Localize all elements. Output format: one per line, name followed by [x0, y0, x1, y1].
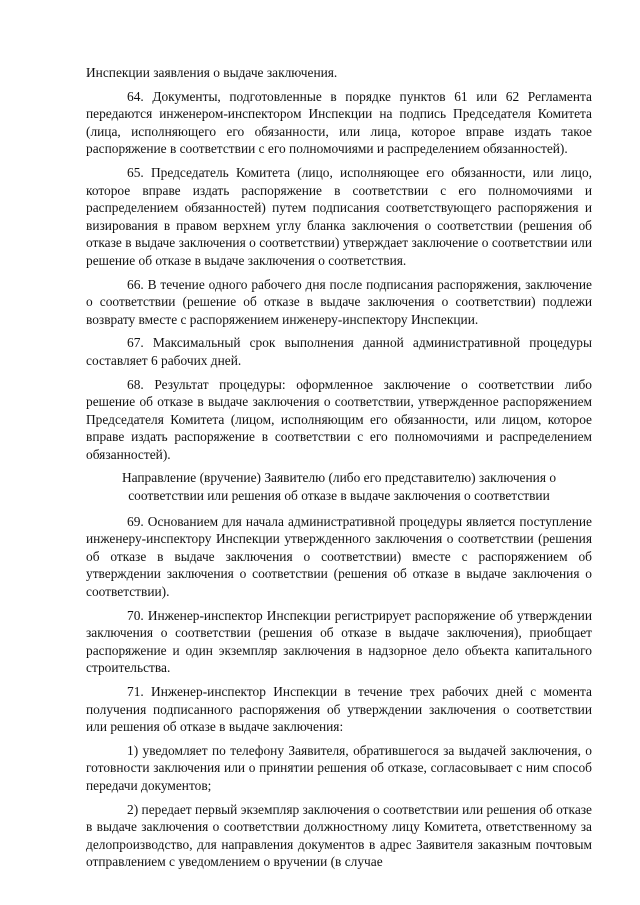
paragraph-71: 71. Инженер-инспектор Инспекции в течение трех рабочих дней с момента получения подписанного распоряжения об утверждении заключения о соответствии или решения об отказе в выдаче заключения:	[86, 684, 592, 735]
list-item-2: 2) передает первый экземпляр заключения о соответствии или решения об отказе в выдаче заключения о соответствии должностному лицу Комитета, ответственному за делопроизводство, для направления документов в адрес Заявителя заказным почтовым отправлением с уведомлением о вручении (в случае	[86, 801, 592, 870]
paragraph-64: 64. Документы, подготовленные в порядке пунктов 61 или 62 Регламента передаются инженером-инспектором Инспекции на подпись Председателя Комитета (лица, исполняющего его обязанности, или лица, которое вправе издать такое распоряжение в соответствии с его полномочиями и распределением обязанностей).	[86, 88, 592, 157]
paragraph-66: 66. В течение одного рабочего дня после подписания распоряжения, заключение о соответствии (решение об отказе в выдаче заключения о соответствии) подлежи возврату вместе с распоряжением инженеру-инспектору Инспекции.	[86, 276, 592, 327]
list-item-1: 1) уведомляет по телефону Заявителя, обратившегося за выдачей заключения, о готовности заключения или о принятии решения об отказе, согласовывает с ним способ передачи документов;	[86, 742, 592, 793]
paragraph-70: 70. Инженер-инспектор Инспекции регистрирует распоряжение об утверждении заключения о соответствии (решения об отказе в выдаче заключения), приобщает распоряжение и один экземпляр заключения в надзорное дело объекта капитального строительства.	[86, 607, 592, 676]
paragraph-69: 69. Основанием для начала административной процедуры является поступление инженеру-инспектору Инспекции утвержденного заключения о соответствии (решения об отказе в выдаче заключения о соответствии) вместе с распоряжением об утверждении заключения о соответствии (решения об отказе в выдаче заключения о соответствии).	[86, 513, 592, 600]
paragraph-68: 68. Результат процедуры: оформленное заключение о соответствии либо решение об отказе в выдаче заключения о соответствии, утвержденное распоряжением Председателя Комитета (лицом, исполняющим его обязанности, или лицом, которое вправе издать распоряжение в соответствии с его полномочиями и распределением обязанностей).	[86, 376, 592, 462]
paragraph-continuation: Инспекции заявления о выдаче заключения.	[86, 65, 338, 80]
paragraph-67: 67. Максимальный срок выполнения данной административной процедуры составляет 6 рабочих дней.	[86, 335, 592, 368]
document-body	[86, 64, 592, 877]
paragraph-65: 65. Председатель Комитета (лицо, исполняющее его обязанности, или лицо, которое вправе издать распоряжение в соответствии с его полномочиями и распределением обязанностей) путем подписания соответствующего распоряжения и визирования в правом верхнем углу бланка заключения о соответствии (решения об отказе в выдаче заключения о соответствии) утверждает заключение о соответствии или решение об отказе в выдаче заключения о соответствия.	[86, 164, 592, 268]
section-heading: Направление (вручение) Заявителю (либо его представителю) заключения о соответствии или решения об отказе в выдаче заключения о соответствии	[121, 470, 557, 504]
